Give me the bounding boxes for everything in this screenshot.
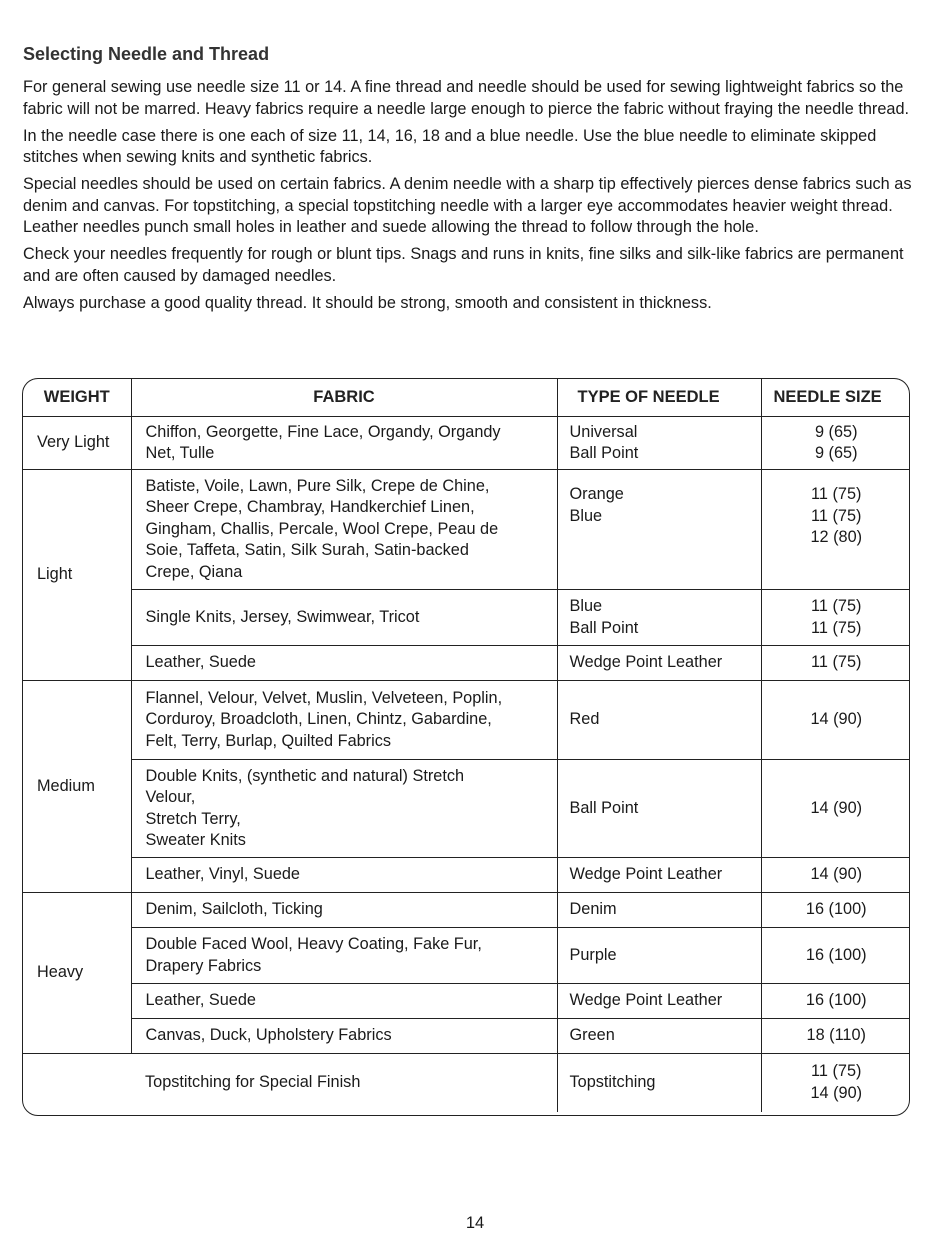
size-cell: 14 (90) [761, 858, 910, 893]
needle-line: Ball Point [569, 618, 639, 637]
page-number: 14 [465, 1214, 485, 1232]
section-heading: Selecting Needle and Thread [23, 44, 270, 64]
needle-line: Orange [569, 485, 624, 503]
table-row [23, 984, 910, 1019]
fabric-line: Felt, Terry, Burlap, Quilted Fabrics [145, 731, 392, 750]
fabric-line: Sheer Crepe, Chambray, Handkerchief Linen, [145, 498, 475, 517]
needle-cell [557, 590, 761, 646]
needle-cell: Red [557, 681, 761, 760]
fabric-line: Net, Tulle [145, 444, 215, 462]
table-row [23, 590, 910, 646]
size-cell: 16 (100) [761, 984, 910, 1019]
needle-cell [557, 417, 761, 470]
fabric-line: Double Faced Wool, Heavy Coating, Fake Fur, [145, 935, 482, 953]
fabric-line: Gingham, Challis, Percale, Wool Crepe, Peau de [145, 519, 499, 538]
needle-table [22, 378, 910, 1116]
paragraph: For general sewing use needle size 11 or 14. A fine thread and needle should be used for sewing lightweight fabrics so the fabric will not be marred. Heavy fabrics require a needle large enough to pierce the fabric without fraying the needle thread. [23, 78, 910, 118]
fabric-cell: Leather, Suede [131, 984, 557, 1019]
needle-line: Blue [569, 506, 603, 525]
header-weight: WEIGHT [23, 379, 131, 417]
header-fabric: FABRIC [131, 379, 557, 417]
size-line: 14 (90) [810, 1083, 863, 1102]
paragraph: Check your needles frequently for rough or blunt tips. Snags and runs in knits, fine silks and silk-like fabrics are permanent and are often caused by damaged needles. [23, 245, 904, 285]
table-row [23, 858, 910, 893]
fabric-cell: Denim, Sailcloth, Ticking [131, 893, 557, 928]
intro-text [23, 77, 923, 320]
needle-cell: Topstitching [557, 1054, 761, 1112]
paragraph: Special needles should be used on certain fabrics. A denim needle with a sharp tip effectively pierces dense fabrics such as denim and canvas. For topstitching, a special topstitching needle with a larger eye accommodates heavier weight thread. Leather needles punch small holes in leather and suede allowing the thread to follow through the hole. [23, 175, 912, 236]
fabric-cell: Leather, Suede [131, 646, 557, 681]
fabric-line: Crepe, Qiana [145, 562, 243, 581]
paragraph: In the needle case there is one each of size 11, 14, 16, 18 and a blue needle. Use the blue needle to eliminate skipped stitches when sewing knits and synthetic fabrics. [23, 126, 877, 166]
size-line: 9 (65) [814, 422, 858, 441]
fabric-cell [131, 417, 557, 470]
size-cell: 14 (90) [761, 681, 910, 760]
size-cell: 18 (110) [761, 1019, 910, 1054]
table-row [23, 470, 910, 590]
weight-cell [23, 1054, 131, 1112]
fabric-cell: Canvas, Duck, Upholstery Fabrics [131, 1019, 557, 1054]
header-needle-type: TYPE OF NEEDLE [557, 379, 761, 417]
size-line: 11 (75) [811, 1062, 862, 1081]
size-line: 11 (75) [811, 506, 862, 525]
header-needle-size: NEEDLE SIZE [761, 379, 910, 417]
needle-cell: Denim [557, 893, 761, 928]
fabric-cell: Topstitching for Special Finish [131, 1054, 557, 1112]
size-cell: 16 (100) [761, 893, 910, 928]
size-line: 9 (65) [814, 444, 858, 462]
size-cell [761, 590, 910, 646]
size-line: 11 (75) [811, 485, 862, 503]
table-row [23, 646, 910, 681]
table-header-row [23, 379, 910, 417]
size-cell: 14 (90) [761, 760, 910, 858]
size-cell [761, 470, 910, 590]
table-row [23, 1054, 910, 1112]
table-row [23, 681, 910, 760]
fabric-line: Batiste, Voile, Lawn, Pure Silk, Crepe de Chine, [145, 476, 490, 495]
size-cell [761, 1054, 910, 1112]
weight-cell: Light [23, 470, 131, 681]
weight-cell: Heavy [23, 893, 131, 1054]
table-row [23, 760, 910, 858]
fabric-cell [131, 470, 557, 590]
fabric-cell [131, 681, 557, 760]
size-line: 11 (75) [811, 618, 862, 637]
needle-cell: Wedge Point Leather [557, 858, 761, 893]
size-cell: 16 (100) [761, 928, 910, 984]
fabric-line: Velour, [145, 788, 196, 806]
weight-cell: Very Light [23, 417, 131, 470]
table-row [23, 893, 910, 928]
table-row [23, 928, 910, 984]
needle-cell: Ball Point [557, 760, 761, 858]
needle-cell: Green [557, 1019, 761, 1054]
size-cell: 11 (75) [761, 646, 910, 681]
size-line: 11 (75) [811, 597, 862, 615]
table-row [23, 417, 910, 470]
fabric-line: Corduroy, Broadcloth, Linen, Chintz, Gabardine, [145, 710, 492, 729]
fabric-line: Sweater Knits [145, 831, 246, 849]
fabric-line: Double Knits, (synthetic and natural) Stretch [145, 766, 465, 785]
fabric-cell: Single Knits, Jersey, Swimwear, Tricot [131, 590, 557, 646]
paragraph: Always purchase a good quality thread. It should be strong, smooth and consistent in thickness. [23, 293, 712, 312]
needle-line: Blue [569, 597, 603, 615]
fabric-cell [131, 760, 557, 858]
fabric-cell: Leather, Vinyl, Suede [131, 858, 557, 893]
needle-line: Universal [569, 422, 638, 441]
size-cell [761, 417, 910, 470]
needle-cell: Purple [557, 928, 761, 984]
fabric-line: Drapery Fabrics [145, 956, 262, 975]
weight-cell: Medium [23, 681, 131, 893]
needle-cell: Wedge Point Leather [557, 646, 761, 681]
fabric-line: Flannel, Velour, Velvet, Muslin, Velveteen, Poplin, [145, 688, 503, 707]
fabric-line: Chiffon, Georgette, Fine Lace, Organdy, Organdy [145, 422, 501, 441]
needle-cell: Wedge Point Leather [557, 984, 761, 1019]
needle-cell [557, 470, 761, 590]
fabric-line: Soie, Taffeta, Satin, Silk Surah, Satin-backed [145, 541, 469, 560]
fabric-line: Stretch Terry, [145, 809, 241, 828]
needle-line: Ball Point [569, 444, 639, 462]
fabric-cell [131, 928, 557, 984]
size-line: 12 (80) [810, 528, 863, 546]
table-row [23, 1019, 910, 1054]
